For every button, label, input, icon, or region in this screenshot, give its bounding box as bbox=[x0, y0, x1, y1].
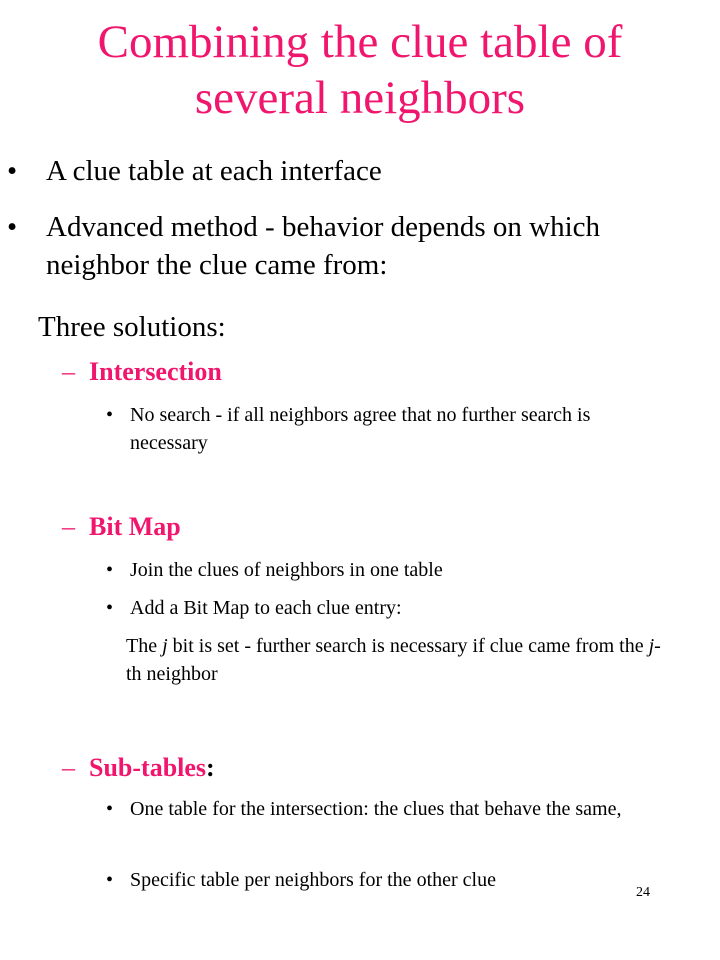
item-text: Join the clues of neighbors in one table bbox=[130, 559, 443, 581]
heading-colon: : bbox=[206, 753, 215, 782]
heading-text: Sub-tables bbox=[89, 753, 207, 782]
variable-j: j bbox=[648, 635, 655, 657]
title-line-2: several neighbors bbox=[194, 72, 526, 124]
item-text: One table for the intersection: the clues that behave the same, bbox=[130, 798, 622, 820]
bullet-text: Advanced method - behavior depends on which neighbor the clue came from: bbox=[46, 211, 601, 281]
dash-icon: – bbox=[62, 512, 75, 541]
variable-j: j bbox=[162, 635, 168, 657]
bullet-icon: • bbox=[7, 155, 18, 187]
note-text: bit is set - further search is necessary if clue came from the bbox=[167, 635, 649, 657]
title-line-1: Combining the clue table of bbox=[97, 16, 623, 68]
item-text: Specific table per neighbors for the other clue bbox=[130, 869, 496, 891]
item-text: No search - if all neighbors agree that no further search is necessary bbox=[130, 404, 591, 454]
heading-text: Bit Map bbox=[89, 512, 181, 541]
bullet-icon: • bbox=[106, 404, 114, 426]
page-number: 24 bbox=[636, 885, 650, 900]
heading-bit-map bbox=[62, 511, 181, 543]
bullet-icon: • bbox=[106, 559, 114, 581]
note-text: The bbox=[126, 635, 163, 657]
heading-text: Intersection bbox=[89, 357, 222, 386]
bit-map-note bbox=[126, 632, 666, 688]
heading-intersection bbox=[62, 356, 222, 388]
dash-icon: – bbox=[62, 753, 75, 782]
three-solutions-label: Three solutions: bbox=[38, 311, 226, 343]
bullet-icon: • bbox=[106, 869, 114, 891]
item-text: Add a Bit Map to each clue entry: bbox=[130, 597, 402, 619]
bullet-text: A clue table at each interface bbox=[46, 155, 382, 187]
heading-sub-tables bbox=[62, 752, 215, 784]
note-text: -th neighbor bbox=[126, 635, 661, 685]
bullet-icon: • bbox=[106, 798, 114, 820]
bullet-icon: • bbox=[106, 597, 114, 619]
slide-title bbox=[0, 14, 720, 126]
dash-icon: – bbox=[62, 357, 75, 386]
bullet-icon: • bbox=[7, 211, 18, 243]
